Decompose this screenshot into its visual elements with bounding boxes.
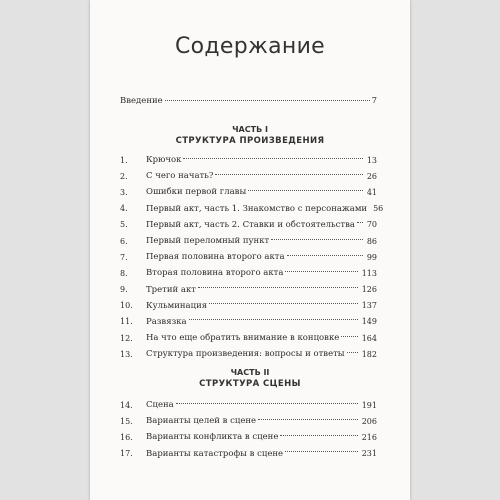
entry-number: 7. [120, 252, 128, 262]
page-title: Содержание [174, 34, 326, 59]
entry-number: 11. [120, 317, 133, 327]
entry-page: 41 [366, 187, 377, 197]
dot-leader [183, 158, 362, 159]
dot-leader [215, 174, 362, 175]
entry-page: 182 [361, 349, 377, 359]
dot-leader [357, 222, 363, 223]
entry-number: 10. [120, 301, 133, 311]
dot-leader [189, 319, 358, 320]
intro-label: Введение [120, 96, 163, 106]
entry-page: 231 [361, 449, 377, 459]
toc-intro-row [120, 96, 377, 106]
toc-entry [120, 282, 377, 298]
entry-page: 99 [366, 252, 377, 262]
entry-page: 70 [366, 220, 377, 230]
toc-entry [120, 184, 377, 200]
entry-page: 113 [361, 268, 377, 278]
entry-page: 149 [361, 317, 377, 327]
dot-leader [165, 100, 370, 101]
dot-leader [341, 336, 357, 337]
entry-number: 4. [120, 204, 128, 214]
entry-title: Сцена [146, 400, 174, 411]
dot-leader [176, 403, 358, 404]
part1-toc-list [120, 152, 384, 362]
entry-page: 86 [366, 236, 377, 246]
entry-page: 206 [361, 416, 377, 426]
entry-title: Третий акт [146, 284, 196, 295]
dot-leader [198, 287, 358, 288]
dot-leader [271, 239, 363, 240]
entry-title: Развязка [146, 316, 187, 327]
toc-entry [120, 429, 377, 445]
toc-entry [120, 217, 377, 233]
toc-entry [120, 446, 377, 462]
toc-entry [120, 413, 377, 429]
toc-entry [120, 314, 377, 330]
entry-title: Ошибки первой главы [146, 187, 247, 198]
entry-page: 216 [361, 432, 377, 442]
entry-title: Крючок [146, 155, 182, 166]
entry-page: 13 [366, 155, 377, 165]
toc-entry [120, 265, 377, 281]
dot-leader [285, 271, 357, 272]
entry-number: 15. [120, 416, 133, 426]
entry-number: 17. [120, 449, 133, 459]
entry-number: 14. [120, 400, 133, 410]
entry-number: 13. [120, 349, 133, 359]
dot-leader [258, 419, 358, 420]
entry-number: 3. [120, 187, 128, 197]
dot-leader [347, 352, 358, 353]
entry-number: 5. [120, 220, 128, 230]
entry-page: 191 [361, 400, 377, 410]
entry-number: 16. [120, 432, 133, 442]
entry-page: 137 [361, 301, 377, 311]
part1-label: ЧАСТЬ I [232, 125, 268, 134]
entry-title: Первый акт, часть 2. Ставки и обстоятельства [146, 219, 355, 230]
part1-name: СТРУКТУРА ПРОИЗВЕДЕНИЯ [175, 136, 325, 146]
dot-leader [287, 255, 363, 256]
entry-title: Варианты конфликта в сцене [146, 432, 279, 443]
entry-number: 9. [120, 285, 128, 295]
entry-page: 164 [361, 333, 377, 343]
part2-label: ЧАСТЬ II [230, 368, 270, 377]
entry-title: Варианты целей в сцене [146, 416, 257, 427]
entry-number: 6. [120, 236, 128, 246]
toc-entry [120, 152, 377, 168]
toc-entry [120, 201, 384, 217]
entry-page: 126 [361, 285, 377, 295]
toc-entry [120, 397, 377, 413]
entry-title: Первая половина второго акта [146, 252, 285, 263]
toc-entry [120, 346, 377, 362]
part2-name: СТРУКТУРА СЦЕНЫ [199, 379, 301, 389]
entry-title: Структура произведения: вопросы и ответы [146, 349, 345, 360]
entry-number: 2. [120, 171, 128, 181]
entry-title: Варианты катастрофы в сцене [146, 448, 284, 459]
entry-number: 8. [120, 268, 128, 278]
dot-leader [285, 451, 358, 452]
dot-leader [248, 190, 363, 191]
entry-title: Кульминация [146, 300, 208, 311]
book-page [90, 0, 410, 500]
dot-leader [280, 435, 357, 436]
entry-title: Вторая половина второго акта [146, 268, 284, 279]
entry-page: 56 [373, 204, 384, 214]
toc-entry [120, 233, 377, 249]
entry-title: Первый переломный пункт [146, 236, 270, 247]
part2-toc-list [120, 397, 377, 462]
dot-leader [209, 303, 358, 304]
toc-entry [120, 249, 377, 265]
entry-title: На что еще обратить внимание в концовке [146, 333, 340, 344]
entry-title: Первый акт, часть 1. Знакомство с персонажами [146, 203, 368, 214]
entry-page: 26 [366, 171, 377, 181]
intro-page: 7 [371, 96, 377, 106]
toc-entry [120, 168, 377, 184]
entry-title: С чего начать? [146, 171, 214, 182]
toc-entry [120, 330, 377, 346]
toc-entry [120, 298, 377, 314]
entry-number: 1. [120, 155, 128, 165]
entry-number: 12. [120, 333, 133, 343]
